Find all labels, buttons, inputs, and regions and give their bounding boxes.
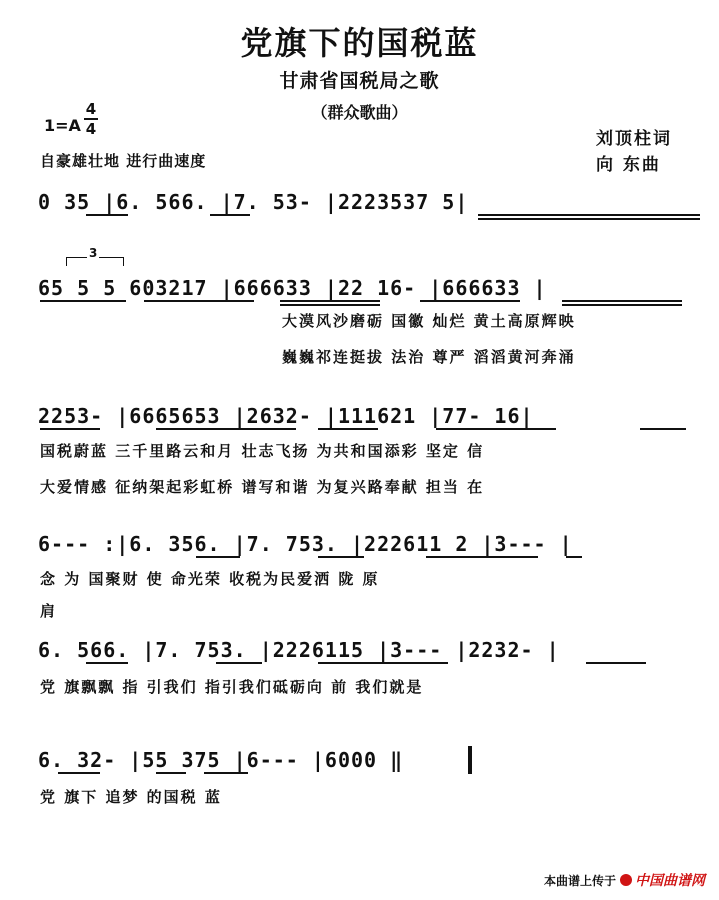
final-barline bbox=[468, 746, 472, 774]
underline bbox=[58, 772, 100, 774]
lyric-line-4b: 肩 bbox=[40, 602, 58, 620]
underline bbox=[318, 428, 378, 430]
underline bbox=[562, 300, 682, 302]
key-signature: 1=A bbox=[44, 116, 81, 135]
time-signature bbox=[82, 100, 100, 138]
lyric-line-2b: 巍巍祁连挺拔 法治 尊严 滔滔黄河奔涌 bbox=[282, 348, 576, 366]
triplet-bracket bbox=[66, 246, 124, 266]
tempo-marking: 自豪雄壮地 进行曲速度 bbox=[40, 152, 207, 170]
underline bbox=[40, 300, 126, 302]
underline bbox=[156, 428, 296, 430]
underline bbox=[280, 300, 380, 302]
lyricist-credit: 刘顶柱词 bbox=[596, 129, 672, 149]
underline bbox=[216, 662, 262, 664]
underline bbox=[280, 304, 380, 306]
score-line-1: 0 35 |6. 566. |7. 53- |2223537 5| bbox=[38, 190, 469, 214]
score-line-3: 2253- |6665653 |2632- |111621 |77- 16| bbox=[38, 404, 534, 428]
underline bbox=[86, 214, 128, 216]
underline bbox=[420, 300, 520, 302]
composer-credit: 向 东曲 bbox=[596, 155, 661, 175]
score-line-6: 6. 32- |55 375 |6--- |6000 ‖ bbox=[38, 748, 404, 772]
underline bbox=[318, 556, 364, 558]
underline bbox=[426, 556, 538, 558]
underline bbox=[640, 428, 686, 430]
meter-top: 4 bbox=[85, 100, 97, 118]
underline bbox=[566, 556, 582, 558]
underline bbox=[562, 304, 682, 306]
lyric-line-6: 党 旗下 追梦 的国税 蓝 bbox=[40, 788, 222, 806]
underline bbox=[144, 300, 254, 302]
underline bbox=[210, 214, 250, 216]
footer-brand[interactable]: 中国曲谱网 bbox=[635, 873, 705, 889]
underline bbox=[436, 428, 556, 430]
lyric-line-5: 党 旗飘飘 指 引我们 指引我们砥砺向 前 我们就是 bbox=[40, 678, 424, 696]
triplet-number: 3 bbox=[89, 246, 98, 260]
song-genre: （群众歌曲） bbox=[311, 103, 408, 122]
lyric-line-4a: 念 为 国聚财 使 命光荣 收税为民爱洒 陇 原 bbox=[40, 570, 380, 588]
underline bbox=[156, 772, 186, 774]
underline bbox=[478, 218, 700, 220]
underline bbox=[86, 662, 128, 664]
score-line-5: 6. 566. |7. 753. |2226115 |3--- |2232- | bbox=[38, 638, 560, 662]
lyric-line-2a: 大漠风沙磨砺 国徽 灿烂 黄土高原辉映 bbox=[282, 312, 576, 330]
lyric-line-3b: 大爱情感 征纳架起彩虹桥 谱写和谐 为复兴路奉献 担当 在 bbox=[40, 478, 485, 496]
underline bbox=[196, 556, 240, 558]
song-title: 党旗下的国税蓝 bbox=[240, 24, 479, 62]
underline bbox=[478, 214, 700, 216]
lyric-line-3a: 国税蔚蓝 三千里路云和月 壮志飞扬 为共和国添彩 坚定 信 bbox=[40, 442, 485, 460]
score-line-4: 6--- :|6. 356. |7. 753. |222611 2 |3--- | bbox=[38, 532, 573, 556]
underline bbox=[204, 772, 248, 774]
underline bbox=[318, 662, 448, 664]
meter-bottom: 4 bbox=[85, 120, 97, 138]
underline bbox=[586, 662, 646, 664]
song-subtitle: 甘肃省国税局之歌 bbox=[279, 70, 440, 92]
score-line-2: 65 5 5 603217 |666633 |22 16- |666633 | bbox=[38, 276, 547, 300]
site-logo-icon bbox=[620, 874, 632, 886]
footer-credit bbox=[544, 870, 705, 890]
underline bbox=[40, 428, 100, 430]
footer-text: 本曲谱上传于 bbox=[543, 874, 616, 888]
